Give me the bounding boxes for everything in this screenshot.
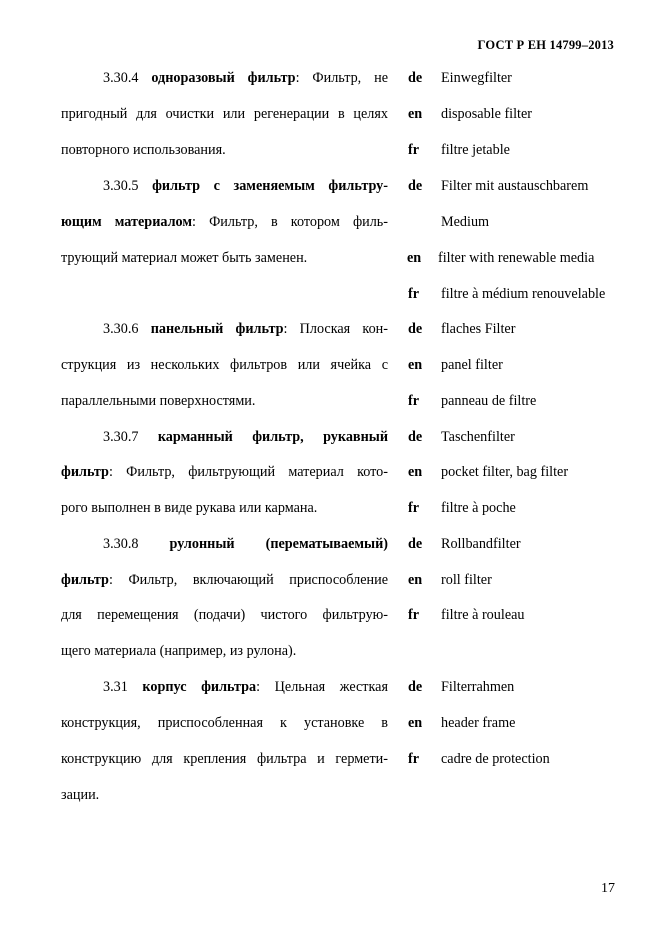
term-en: filter with renewable media xyxy=(438,250,595,266)
lang-code-de: de xyxy=(408,321,423,337)
term-de-continued: Medium xyxy=(441,214,490,230)
lang-code-en: en xyxy=(408,464,423,480)
definition-line: трующий материал может быть заменен. xyxy=(61,250,308,266)
lang-code-fr: fr xyxy=(408,607,420,623)
page-number: 17 xyxy=(601,881,615,896)
term-en: disposable filter xyxy=(441,106,533,122)
definition-line: зации. xyxy=(61,787,100,803)
term-de: Rollbandfilter xyxy=(441,536,521,552)
lang-code-de: de xyxy=(408,679,423,695)
lang-code-fr: fr xyxy=(408,500,420,516)
term-fr: filtre jetable xyxy=(441,142,510,158)
term-ru: панельный фильтр xyxy=(150,321,284,337)
definition-line: щего материала (например, из рулона). xyxy=(61,643,297,659)
term-de: Filter mit austauschbarem xyxy=(441,178,589,194)
entry-3-30-8-line-2: фильтр: Фильтр, включающий приспособление xyxy=(61,572,388,588)
term-de: Einwegfilter xyxy=(441,70,512,86)
definition-line: для перемещения (подачи) чистого фильтрую- xyxy=(61,607,388,623)
entry-3-30-8-line-1: 3.30.8 рулонный (перематываемый) xyxy=(103,536,389,552)
term-ru: корпус фильтра xyxy=(142,679,257,695)
entry-3-30-6-line-1: 3.30.6 панельный фильтр: Плоская кон- xyxy=(103,321,389,337)
entry-3-31-line-1: 3.31 корпус фильтра: Цельная жесткая xyxy=(103,679,388,695)
term-ru: карманный фильтр, рукавный xyxy=(157,429,389,445)
lang-code-de: de xyxy=(408,70,423,86)
lang-code-de: de xyxy=(408,178,423,194)
term-en: pocket filter, bag filter xyxy=(441,464,569,480)
document-header: ГОСТ Р ЕН 14799–2013 xyxy=(477,38,614,52)
lang-code-de: de xyxy=(408,536,423,552)
term-fr: filtre à rouleau xyxy=(441,607,525,623)
term-ru-cont: фильтр xyxy=(61,572,109,588)
term-en: header frame xyxy=(441,715,516,731)
entry-3-30-7-line-2: фильтр: Фильтр, фильтрующий материал кото- xyxy=(61,464,388,480)
definition-line: повторного использования. xyxy=(61,142,226,158)
term-ru: фильтр с заменяемым фильтру- xyxy=(152,178,388,194)
term-ru: рулонный (перематываемый) xyxy=(169,536,389,552)
lang-code-en: en xyxy=(408,357,423,373)
term-de: Filterrahmen xyxy=(441,679,515,695)
term-fr: filtre à médium renouvelable xyxy=(441,286,606,302)
lang-code-en: en xyxy=(408,572,423,588)
lang-code-en: en xyxy=(408,106,423,122)
entry-3-30-7-line-1: 3.30.7 карманный фильтр, рукавный xyxy=(103,429,389,445)
entry-3-30-5-line-1: 3.30.5 фильтр с заменяемым фильтру- xyxy=(103,178,388,194)
lang-code-fr: fr xyxy=(408,751,420,767)
definition-line: пригодный для очистки или регенерации в целях xyxy=(61,106,388,122)
lang-code-en: en xyxy=(407,250,422,266)
definition-line: параллельными поверхностями. xyxy=(61,393,256,409)
term-fr: filtre à poche xyxy=(441,500,516,516)
definition-line: рого выполнен в виде рукава или кармана. xyxy=(61,500,318,516)
entry-3-30-5-line-2: ющим материалом: Фильтр, в котором филь- xyxy=(61,214,389,230)
term-ru-cont: фильтр xyxy=(61,464,109,480)
term-de: flaches Filter xyxy=(441,321,516,337)
definition-line: конструкция, приспособленная к установке в xyxy=(61,715,388,731)
term-en: panel filter xyxy=(441,357,503,373)
entry-3-30-4-line-1: 3.30.4 одноразовый фильтр: Фильтр, не xyxy=(103,70,388,86)
lang-code-fr: fr xyxy=(408,286,420,302)
term-de: Taschenfilter xyxy=(441,429,515,445)
lang-code-en: en xyxy=(408,715,423,731)
lang-code-fr: fr xyxy=(408,142,420,158)
term-ru-cont: ющим материалом xyxy=(61,214,193,230)
term-ru: одноразовый фильтр xyxy=(151,70,296,86)
lang-code-fr: fr xyxy=(408,393,420,409)
term-fr: cadre de protection xyxy=(441,751,550,767)
lang-code-de: de xyxy=(408,429,423,445)
term-en: roll filter xyxy=(441,572,492,588)
definition-line: конструкцию для крепления фильтра и гермети- xyxy=(61,751,388,767)
definition-line: струкция из нескольких фильтров или ячейка с xyxy=(61,357,388,373)
term-fr: panneau de filtre xyxy=(441,393,537,409)
